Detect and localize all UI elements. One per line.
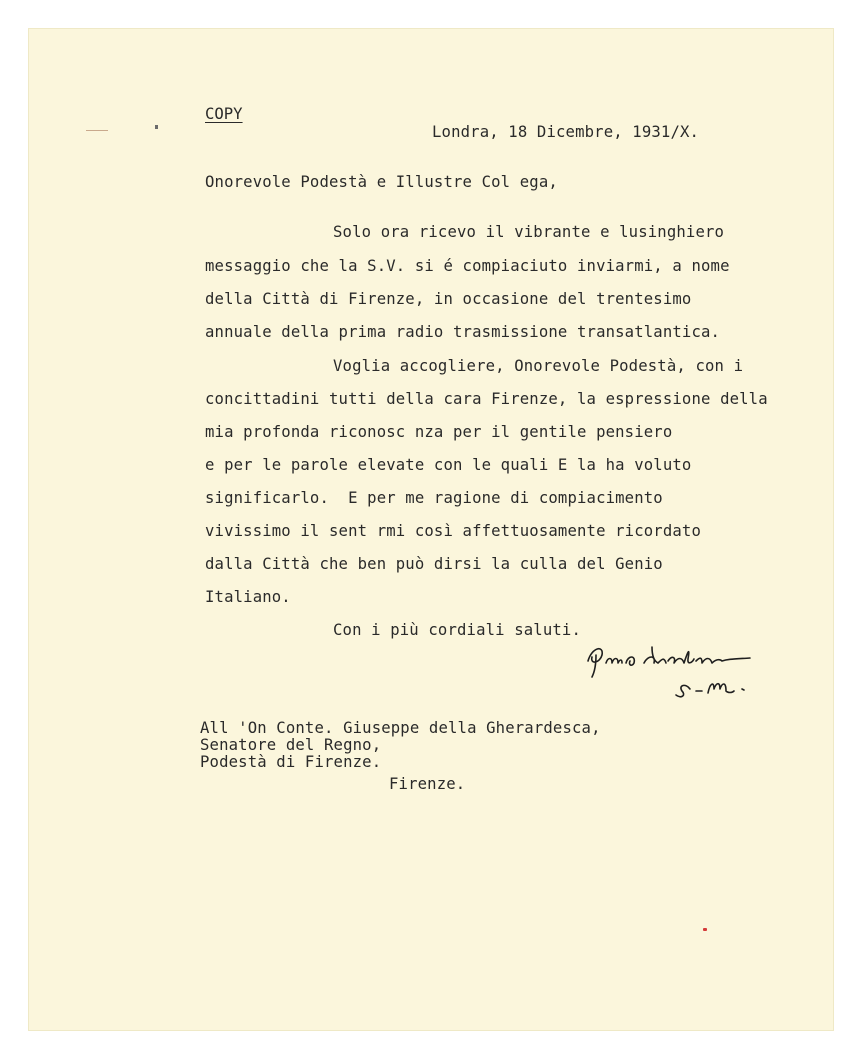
body-line: Voglia accogliere, Onorevole Podestà, con i [333,357,744,375]
closing: Con i più cordiali saluti. [333,621,581,639]
handwritten-signature [582,633,772,703]
body-line: dalla Città che ben può dirsi la culla del Genio [205,555,663,573]
body-line: concittadini tutti della cara Firenze, la espressione della [205,390,768,408]
punch-mark [155,125,158,129]
address-line: Senatore del Regno, [200,736,382,754]
body-line: Italiano. [205,588,291,606]
date-line: Londra, 18 Dicembre, 1931/X. [432,123,700,141]
body-line: messaggio che la S.V. si é compiaciuto inviarmi, a nome [205,257,730,275]
body-line: Solo ora ricevo il vibrante e lusinghiero [333,223,725,241]
body-line: e per le parole elevate con le quali E la ha voluto [205,456,692,474]
salutation: Onorevole Podestà e Illustre Col ega, [205,173,558,191]
address-city: Firenze. [389,775,466,793]
body-line: vivissimo il sent rmi così affettuosamente ricordato [205,522,701,540]
body-line: annuale della prima radio trasmissione transatlantica. [205,323,721,341]
ink-spot [703,928,707,931]
address-line: All 'On Conte. Giuseppe della Gherardesca, [200,719,601,737]
body-line: della Città di Firenze, in occasione del trentesimo [205,290,692,308]
body-line: mia profonda riconosc nza per il gentile pensiero [205,423,673,441]
body-line: significarlo. E per me ragione di compiacimento [205,489,663,507]
margin-mark [86,130,108,131]
copy-label: COPY [205,105,243,123]
address-line: Podestà di Firenze. [200,753,382,771]
